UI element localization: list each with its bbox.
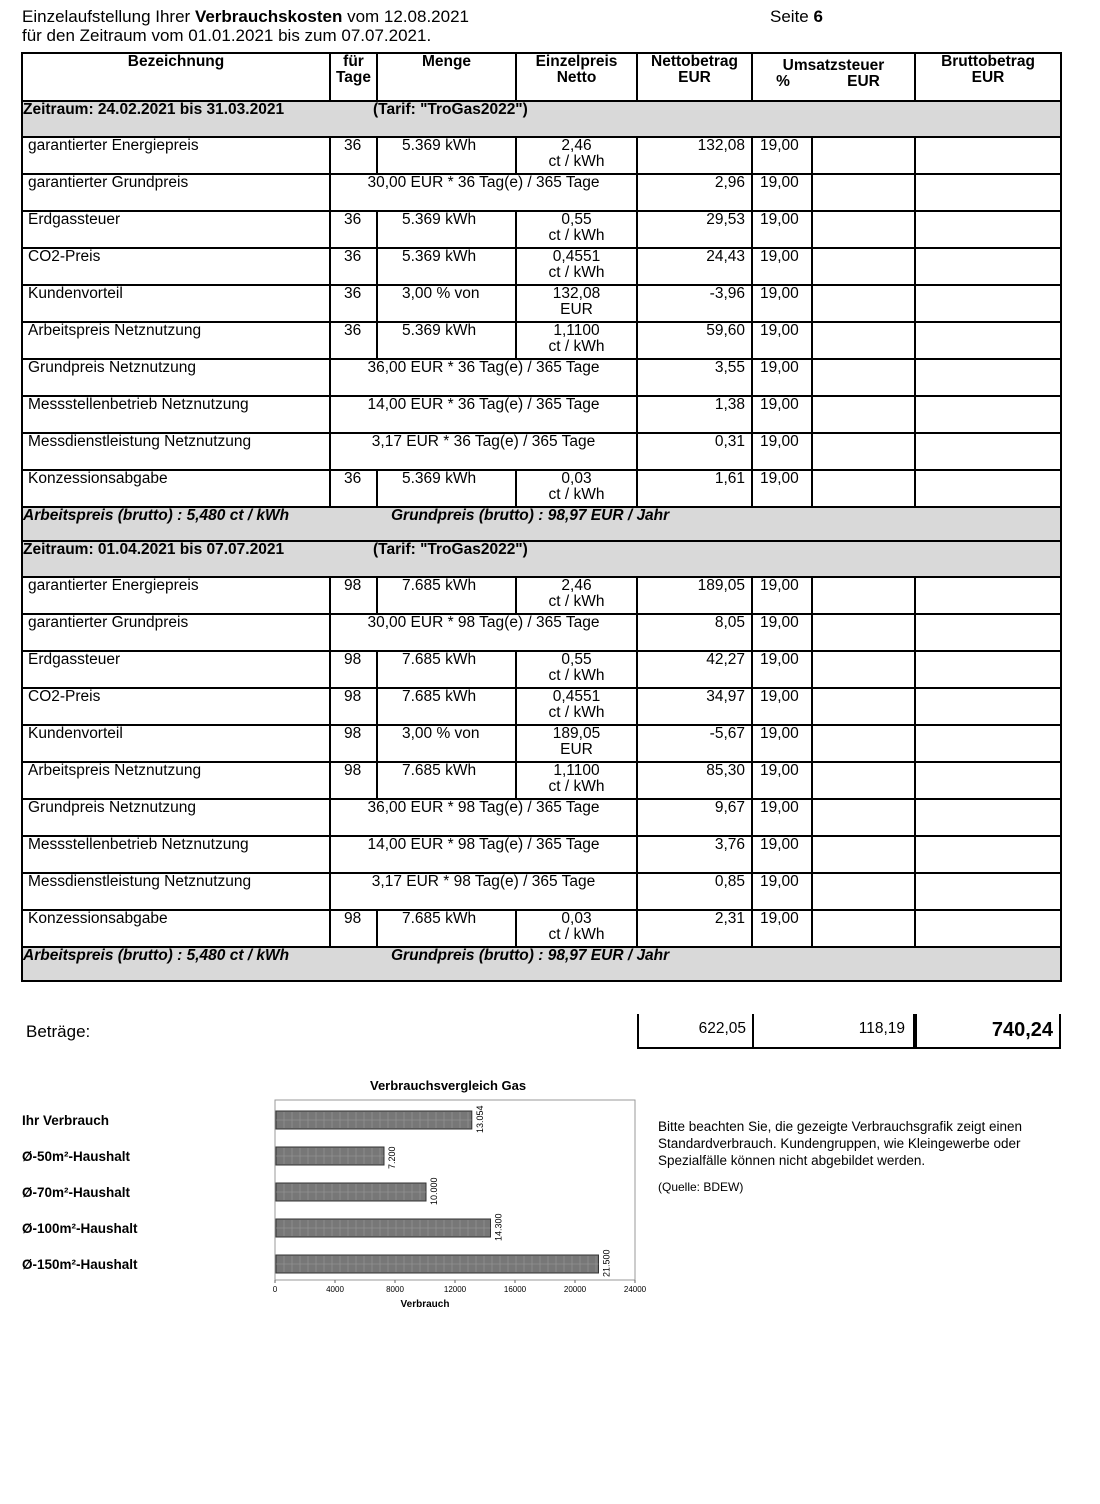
- period-tariff: (Tarif: "TroGas2022"): [373, 101, 528, 118]
- row-gross: [915, 836, 1061, 873]
- x-tick-label: 20000: [563, 1285, 587, 1294]
- row-vat-pct: 19,00: [752, 762, 812, 799]
- row-gross: [915, 470, 1061, 507]
- row-unit-price: [516, 248, 637, 285]
- row-gross: [915, 433, 1061, 470]
- row-vat-eur: [812, 577, 915, 614]
- x-tick-label: 12000: [443, 1285, 467, 1294]
- unit-price-value: 1,1100: [553, 762, 600, 779]
- row-quantity: 5.369 kWh: [377, 322, 516, 359]
- row-quantity: 7.685 kWh: [377, 577, 516, 614]
- table-row: [22, 725, 1061, 762]
- summary-cell: [22, 507, 1061, 541]
- row-vat-pct: 19,00: [752, 799, 812, 836]
- row-net: 29,53: [637, 211, 752, 248]
- table-row: [22, 910, 1061, 947]
- row-vat-pct: 19,00: [752, 725, 812, 762]
- bar-value-label: 10.000: [429, 1177, 439, 1205]
- table-row: [22, 433, 1061, 470]
- x-tick-label: 4000: [326, 1285, 344, 1294]
- row-vat-pct: 19,00: [752, 211, 812, 248]
- row-unit-price: [516, 762, 637, 799]
- row-name: Konzessionsabgabe: [22, 470, 330, 507]
- row-gross: [915, 725, 1061, 762]
- row-gross: [915, 577, 1061, 614]
- row-vat-pct: 19,00: [752, 836, 812, 873]
- row-gross: [915, 799, 1061, 836]
- row-vat-pct: 19,00: [752, 688, 812, 725]
- row-unit-price: [516, 285, 637, 322]
- row-gross: [915, 396, 1061, 433]
- row-net: 2,31: [637, 910, 752, 947]
- table-row: [22, 285, 1061, 322]
- row-vat-eur: [812, 322, 915, 359]
- row-gross: [915, 248, 1061, 285]
- row-gross: [915, 211, 1061, 248]
- unit-price-value: 2,46: [561, 577, 592, 594]
- row-vat-eur: [812, 688, 915, 725]
- row-formula: 36,00 EUR * 98 Tag(e) / 365 Tage: [330, 799, 637, 836]
- row-vat-eur: [812, 137, 915, 174]
- totals-vat: 118,19: [752, 1014, 915, 1049]
- column-header-row: [22, 53, 1061, 101]
- row-gross: [915, 688, 1061, 725]
- x-tick-label: 8000: [386, 1285, 404, 1294]
- row-days: 98: [330, 910, 377, 947]
- summary-work-price: Arbeitspreis (brutto) : 5,480 ct / kWh: [23, 507, 290, 524]
- row-vat-eur: [812, 248, 915, 285]
- row-vat-pct: 19,00: [752, 910, 812, 947]
- row-quantity: 5.369 kWh: [377, 248, 516, 285]
- col-einzelpreis: Einzelpreis Netto: [516, 53, 637, 101]
- chart-source: (Quelle: BDEW): [658, 1180, 744, 1194]
- unit-price-value: 0,4551: [552, 248, 601, 265]
- row-vat-pct: 19,00: [752, 248, 812, 285]
- row-net: 189,05: [637, 577, 752, 614]
- row-vat-eur: [812, 614, 915, 651]
- row-gross: [915, 762, 1061, 799]
- row-vat-pct: 19,00: [752, 577, 812, 614]
- row-quantity: 5.369 kWh: [377, 470, 516, 507]
- row-gross: [915, 614, 1061, 651]
- row-vat-eur: [812, 211, 915, 248]
- row-unit-price: [516, 688, 637, 725]
- col-ust-eur: EUR: [847, 73, 880, 90]
- period-range: Zeitraum: 01.04.2021 bis 07.07.2021: [23, 541, 285, 558]
- row-unit-price: [516, 211, 637, 248]
- period-header: [22, 541, 1061, 577]
- row-vat-pct: 19,00: [752, 137, 812, 174]
- row-vat-eur: [812, 725, 915, 762]
- row-days: 36: [330, 470, 377, 507]
- row-name: garantierter Energiepreis: [22, 577, 330, 614]
- unit-price-unit: ct / kWh: [548, 704, 605, 721]
- row-quantity: 5.369 kWh: [377, 211, 516, 248]
- row-quantity: 7.685 kWh: [377, 762, 516, 799]
- table-row: [22, 651, 1061, 688]
- row-gross: [915, 359, 1061, 396]
- row-net: 85,30: [637, 762, 752, 799]
- row-quantity: 7.685 kWh: [377, 688, 516, 725]
- x-tick-label: 16000: [503, 1285, 527, 1294]
- row-name: garantierter Grundpreis: [22, 174, 330, 211]
- row-vat-eur: [812, 799, 915, 836]
- period-summary: [22, 947, 1061, 981]
- header-line-2: für den Zeitraum vom 01.01.2021 bis zum 07.07.2021.: [22, 26, 432, 45]
- row-name: Grundpreis Netznutzung: [22, 359, 330, 396]
- row-net: 8,05: [637, 614, 752, 651]
- row-days: 36: [330, 248, 377, 285]
- row-vat-eur: [812, 359, 915, 396]
- chart-category-label: Ø-150m²-Haushalt: [22, 1257, 138, 1272]
- row-formula: 30,00 EUR * 98 Tag(e) / 365 Tage: [330, 614, 637, 651]
- summary-base-price: Grundpreis (brutto) : 98,97 EUR / Jahr: [391, 507, 670, 524]
- row-name: Messdienstleistung Netznutzung: [22, 873, 330, 910]
- row-net: 132,08: [637, 137, 752, 174]
- table-row: [22, 211, 1061, 248]
- row-vat-pct: 19,00: [752, 359, 812, 396]
- row-net: 0,31: [637, 433, 752, 470]
- col-tage: für Tage: [330, 53, 377, 101]
- period-title: [22, 101, 1061, 137]
- row-gross: [915, 651, 1061, 688]
- summary-cell: [22, 947, 1061, 981]
- totals-gross: 740,24: [915, 1014, 1061, 1049]
- row-vat-pct: 19,00: [752, 614, 812, 651]
- table-row: [22, 137, 1061, 174]
- period-tariff: (Tarif: "TroGas2022"): [373, 541, 528, 558]
- unit-price-value: 132,08: [552, 285, 601, 302]
- unit-price-value: 0,55: [561, 651, 592, 668]
- unit-price-unit: ct / kWh: [548, 926, 605, 943]
- row-name: Kundenvorteil: [22, 285, 330, 322]
- summary-base-price: Grundpreis (brutto) : 98,97 EUR / Jahr: [391, 947, 670, 964]
- page-number: Seite 6: [770, 7, 823, 26]
- chart-category-label: Ø-70m²-Haushalt: [22, 1185, 131, 1200]
- summary-work-price: Arbeitspreis (brutto) : 5,480 ct / kWh: [23, 947, 290, 964]
- row-vat-eur: [812, 651, 915, 688]
- row-quantity: 3,00 % von: [377, 285, 516, 322]
- row-vat-pct: 19,00: [752, 285, 812, 322]
- unit-price-unit: ct / kWh: [548, 153, 605, 170]
- row-vat-eur: [812, 285, 915, 322]
- unit-price-value: 0,03: [561, 470, 592, 487]
- row-vat-eur: [812, 873, 915, 910]
- unit-price-value: 2,46: [561, 137, 592, 154]
- row-net: 34,97: [637, 688, 752, 725]
- row-net: 3,55: [637, 359, 752, 396]
- table-row: [22, 248, 1061, 285]
- table-row: [22, 396, 1061, 433]
- table-row: [22, 614, 1061, 651]
- x-tick-label: 0: [272, 1285, 278, 1294]
- period-title: [22, 541, 1061, 577]
- row-days: 98: [330, 725, 377, 762]
- col-ust-pct: %: [776, 73, 790, 90]
- chart-category-label: Ø-50m²-Haushalt: [22, 1149, 131, 1164]
- unit-price-value: 0,55: [561, 211, 592, 228]
- table-row: [22, 688, 1061, 725]
- row-days: 36: [330, 322, 377, 359]
- chart-category-label: Ø-100m²-Haushalt: [22, 1221, 138, 1236]
- row-days: 98: [330, 688, 377, 725]
- row-vat-eur: [812, 470, 915, 507]
- table-row: [22, 577, 1061, 614]
- row-gross: [915, 873, 1061, 910]
- row-formula: 3,17 EUR * 36 Tag(e) / 365 Tage: [330, 433, 637, 470]
- row-days: 98: [330, 762, 377, 799]
- row-name: Erdgassteuer: [22, 211, 330, 248]
- row-vat-pct: 19,00: [752, 322, 812, 359]
- row-name: Grundpreis Netznutzung: [22, 799, 330, 836]
- row-unit-price: [516, 910, 637, 947]
- consumption-chart: [250, 1095, 670, 1310]
- table-row: [22, 873, 1061, 910]
- row-name: CO2-Preis: [22, 248, 330, 285]
- row-vat-pct: 19,00: [752, 396, 812, 433]
- row-name: CO2-Preis: [22, 688, 330, 725]
- period-summary: [22, 507, 1061, 541]
- row-name: Konzessionsabgabe: [22, 910, 330, 947]
- row-net: 3,76: [637, 836, 752, 873]
- row-net: 2,96: [637, 174, 752, 211]
- row-formula: 3,17 EUR * 98 Tag(e) / 365 Tage: [330, 873, 637, 910]
- row-name: Arbeitspreis Netznutzung: [22, 762, 330, 799]
- row-name: Erdgassteuer: [22, 651, 330, 688]
- row-gross: [915, 322, 1061, 359]
- row-vat-pct: 19,00: [752, 174, 812, 211]
- table-row: [22, 174, 1061, 211]
- table-row: [22, 322, 1061, 359]
- x-axis-label: Verbrauch: [400, 1299, 450, 1310]
- unit-price-unit: ct / kWh: [548, 778, 605, 795]
- row-net: 0,85: [637, 873, 752, 910]
- row-vat-eur: [812, 174, 915, 211]
- row-net: 1,61: [637, 470, 752, 507]
- totals-row: [21, 1014, 1060, 1050]
- chart-note: Bitte beachten Sie, die gezeigte Verbrauchsgrafik zeigt einen Standardverbrauch. Kundengruppen, wie Kleingewerbe oder Spezialfälle können nicht abgebildet werden.: [658, 1119, 1022, 1168]
- row-vat-eur: [812, 910, 915, 947]
- row-quantity: 5.369 kWh: [377, 137, 516, 174]
- unit-price-unit: EUR: [560, 741, 593, 758]
- row-vat-eur: [812, 433, 915, 470]
- bar-value-label: 14.300: [493, 1213, 504, 1241]
- chart-category-label: Ihr Verbrauch: [22, 1113, 110, 1128]
- row-unit-price: [516, 322, 637, 359]
- unit-price-unit: ct / kWh: [548, 486, 605, 503]
- header-line-1: Einzelaufstellung Ihrer Verbrauchskosten vom 12.08.2021: [22, 7, 469, 26]
- row-name: Messstellenbetrieb Netznutzung: [22, 836, 330, 873]
- row-unit-price: [516, 725, 637, 762]
- table-row: [22, 836, 1061, 873]
- row-name: garantierter Grundpreis: [22, 614, 330, 651]
- unit-price-unit: ct / kWh: [548, 338, 605, 355]
- period-range: Zeitraum: 24.02.2021 bis 31.03.2021: [23, 101, 285, 118]
- col-bezeichnung: Bezeichnung: [22, 53, 330, 101]
- row-days: 98: [330, 651, 377, 688]
- row-quantity: 7.685 kWh: [377, 651, 516, 688]
- bar-value-label: 7.200: [387, 1146, 397, 1169]
- bar-value-label: 13.054: [474, 1105, 485, 1133]
- unit-price-value: 1,1100: [553, 322, 600, 339]
- col-menge: Menge: [377, 53, 516, 101]
- row-quantity: 7.685 kWh: [377, 910, 516, 947]
- row-vat-pct: 19,00: [752, 470, 812, 507]
- row-name: Arbeitspreis Netznutzung: [22, 322, 330, 359]
- row-vat-pct: 19,00: [752, 873, 812, 910]
- row-vat-eur: [812, 396, 915, 433]
- unit-price-unit: ct / kWh: [548, 227, 605, 244]
- unit-price-unit: EUR: [560, 301, 593, 318]
- row-name: Kundenvorteil: [22, 725, 330, 762]
- row-vat-pct: 19,00: [752, 433, 812, 470]
- row-name: garantierter Energiepreis: [22, 137, 330, 174]
- row-quantity: 3,00 % von: [377, 725, 516, 762]
- chart-title: Verbrauchsvergleich Gas: [370, 1078, 527, 1093]
- row-net: 24,43: [637, 248, 752, 285]
- row-net: -5,67: [637, 725, 752, 762]
- unit-price-unit: ct / kWh: [548, 667, 605, 684]
- row-formula: 14,00 EUR * 36 Tag(e) / 365 Tage: [330, 396, 637, 433]
- totals-label: Beträge:: [26, 1022, 91, 1041]
- row-days: 36: [330, 285, 377, 322]
- col-nettobetrag: Nettobetrag EUR: [637, 53, 752, 101]
- row-days: 36: [330, 211, 377, 248]
- row-net: 59,60: [637, 322, 752, 359]
- table-row: [22, 762, 1061, 799]
- row-net: 9,67: [637, 799, 752, 836]
- row-formula: 14,00 EUR * 98 Tag(e) / 365 Tage: [330, 836, 637, 873]
- table-row: [22, 470, 1061, 507]
- row-net: 42,27: [637, 651, 752, 688]
- row-net: -3,96: [637, 285, 752, 322]
- bar-value-label: 21.500: [601, 1249, 612, 1277]
- row-gross: [915, 285, 1061, 322]
- row-formula: 30,00 EUR * 36 Tag(e) / 365 Tage: [330, 174, 637, 211]
- col-bruttobetrag: Bruttobetrag EUR: [915, 53, 1061, 101]
- table-row: [22, 799, 1061, 836]
- row-unit-price: [516, 577, 637, 614]
- row-vat-eur: [812, 762, 915, 799]
- row-unit-price: [516, 470, 637, 507]
- unit-price-unit: ct / kWh: [548, 264, 605, 281]
- document-header: [22, 7, 469, 45]
- unit-price-value: 0,03: [561, 910, 592, 927]
- col-umsatzsteuer: Umsatzsteuer % EUR: [752, 53, 915, 101]
- table-row: [22, 359, 1061, 396]
- row-gross: [915, 137, 1061, 174]
- row-vat-pct: 19,00: [752, 651, 812, 688]
- unit-price-value: 0,4551: [552, 688, 601, 705]
- x-tick-label: 24000: [623, 1285, 647, 1294]
- row-unit-price: [516, 137, 637, 174]
- cost-table: [21, 52, 1062, 982]
- period-header: [22, 101, 1061, 137]
- row-vat-eur: [812, 836, 915, 873]
- unit-price-unit: ct / kWh: [548, 593, 605, 610]
- row-name: Messdienstleistung Netznutzung: [22, 433, 330, 470]
- row-unit-price: [516, 651, 637, 688]
- row-days: 98: [330, 577, 377, 614]
- row-days: 36: [330, 137, 377, 174]
- row-formula: 36,00 EUR * 36 Tag(e) / 365 Tage: [330, 359, 637, 396]
- row-name: Messstellenbetrieb Netznutzung: [22, 396, 330, 433]
- row-gross: [915, 910, 1061, 947]
- totals-net: 622,05: [637, 1014, 754, 1049]
- row-gross: [915, 174, 1061, 211]
- row-net: 1,38: [637, 396, 752, 433]
- unit-price-value: 189,05: [552, 725, 601, 742]
